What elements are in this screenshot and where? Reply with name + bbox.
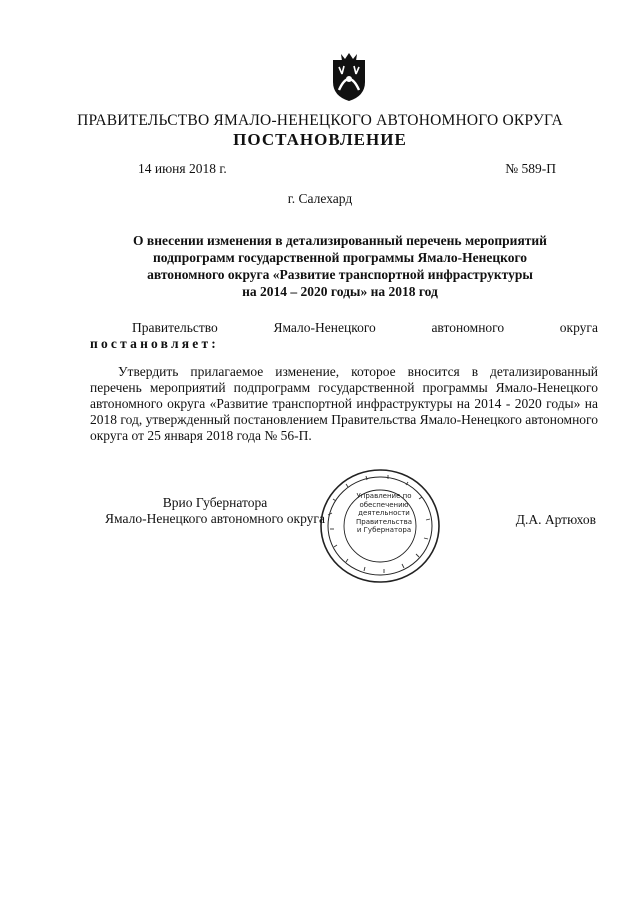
stamp-line: и Губернатора xyxy=(356,526,412,535)
stamp-text xyxy=(349,492,419,535)
stamp-line: Управление по xyxy=(356,492,412,500)
title-line: подпрограмм государственной программы Ямало-Ненецкого xyxy=(152,250,528,265)
stamp-line: обеспечению xyxy=(359,500,409,509)
title-line: автономного округа «Развитие транспортной инфраструктуры xyxy=(147,267,533,282)
document-number: № 589-П xyxy=(505,161,556,176)
body-paragraph: Утвердить прилагаемое изменение, которое вносится в детализированный перечень мероприятий подпрограмм государственной программы Ямало-Ненецкого автономного округа «Развитие транспортной инфраструктуры на 2014 - 2020 годы» на 2018 год, утвержденный постановлением Правительства Ямало-Ненецкого автономного округа от 25 января 2018 года № 56-П. xyxy=(90,364,598,443)
document-city: г. Салехард xyxy=(287,191,353,206)
signatory-position xyxy=(90,495,340,527)
document-title xyxy=(100,232,580,300)
document-date: 14 июня 2018 г. xyxy=(138,161,227,176)
preamble-word: автономного xyxy=(431,320,505,335)
document-type: ПОСТАНОВЛЕНИЕ xyxy=(233,130,407,149)
title-line: на 2014 – 2020 годы» на 2018 год xyxy=(242,284,438,299)
preamble-word: округа xyxy=(559,320,598,335)
stamp-line: деятельности xyxy=(358,509,410,518)
preamble-verb: постановляет: xyxy=(90,336,219,351)
title-line: О внесении изменения в детализированный перечень мероприятий xyxy=(133,233,547,248)
signatory-name: Д.А. Артюхов xyxy=(515,512,596,527)
stamp-line: Правительства xyxy=(356,517,412,526)
preamble-line xyxy=(90,320,598,336)
government-name: ПРАВИТЕЛЬСТВО ЯМАЛО-НЕНЕЦКОГО АВТОНОМНОГО ОКРУГА xyxy=(77,112,563,129)
preamble-word: Ямало-Ненецкого xyxy=(273,320,376,335)
signatory-position-line: Врио Губернатора xyxy=(162,495,268,510)
preamble-word: Правительство xyxy=(132,320,218,335)
preamble xyxy=(90,320,598,352)
signatory-position-line: Ямало-Ненецкого автономного округа xyxy=(105,511,325,526)
coat-of-arms-icon xyxy=(331,52,367,102)
